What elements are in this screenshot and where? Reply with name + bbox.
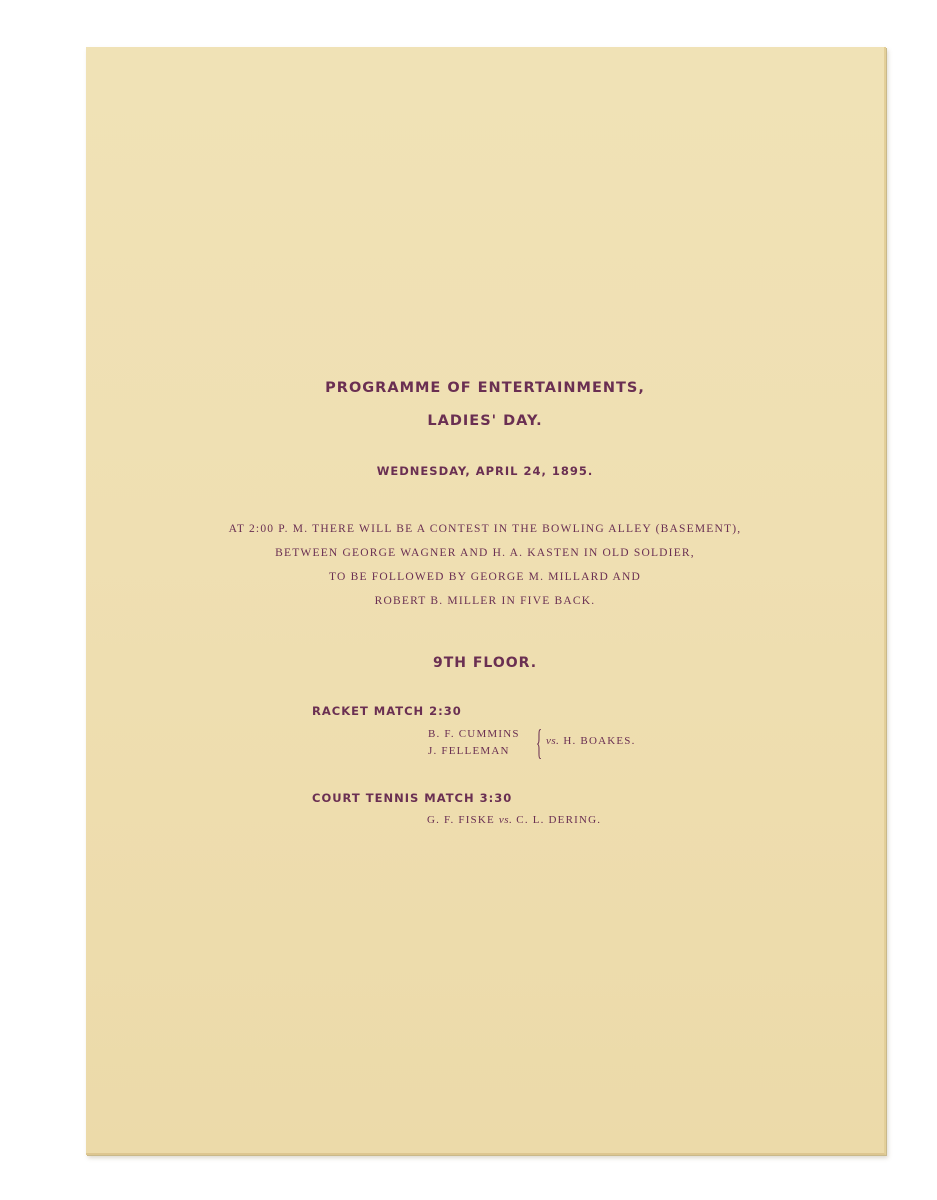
court-tennis-match — [427, 814, 601, 826]
body-line-1: AT 2:00 P. M. THERE WILL BE A CONTEST IN THE BOWLING ALLEY (BASEMENT), — [228, 523, 742, 535]
body-line-4: ROBERT B. MILLER IN FIVE BACK. — [374, 595, 596, 607]
court-player-2: C. L. DERING. — [516, 814, 602, 826]
court-tennis-title: COURT TENNIS MATCH 3:30 — [312, 791, 513, 805]
racket-match-title: RACKET MATCH 2:30 — [312, 704, 462, 718]
floor-heading: 9TH FLOOR. — [432, 655, 538, 671]
programme-title: PROGRAMME OF ENTERTAINMENTS, — [325, 380, 645, 396]
programme-card — [86, 47, 886, 1155]
racket-opponent — [546, 735, 636, 747]
racket-opponent-name: H. BOAKES. — [563, 735, 636, 747]
racket-player-2: J. FELLEMAN — [428, 745, 510, 757]
racket-vs-label: vs. — [546, 735, 560, 747]
brace-icon: { — [536, 722, 543, 762]
body-line-2: BETWEEN GEORGE WAGNER AND H. A. KASTEN IN OLD SOLDIER, — [275, 547, 695, 559]
programme-subtitle: LADIES' DAY. — [427, 413, 543, 429]
racket-players — [428, 726, 520, 760]
court-vs-label: vs. — [498, 814, 513, 826]
programme-date: WEDNESDAY, APRIL 24, 1895. — [376, 464, 594, 478]
racket-player-1: B. F. CUMMINS — [428, 728, 520, 740]
body-line-3: TO BE FOLLOWED BY GEORGE M. MILLARD AND — [329, 571, 641, 583]
court-player-1: G. F. FISKE — [427, 814, 495, 826]
